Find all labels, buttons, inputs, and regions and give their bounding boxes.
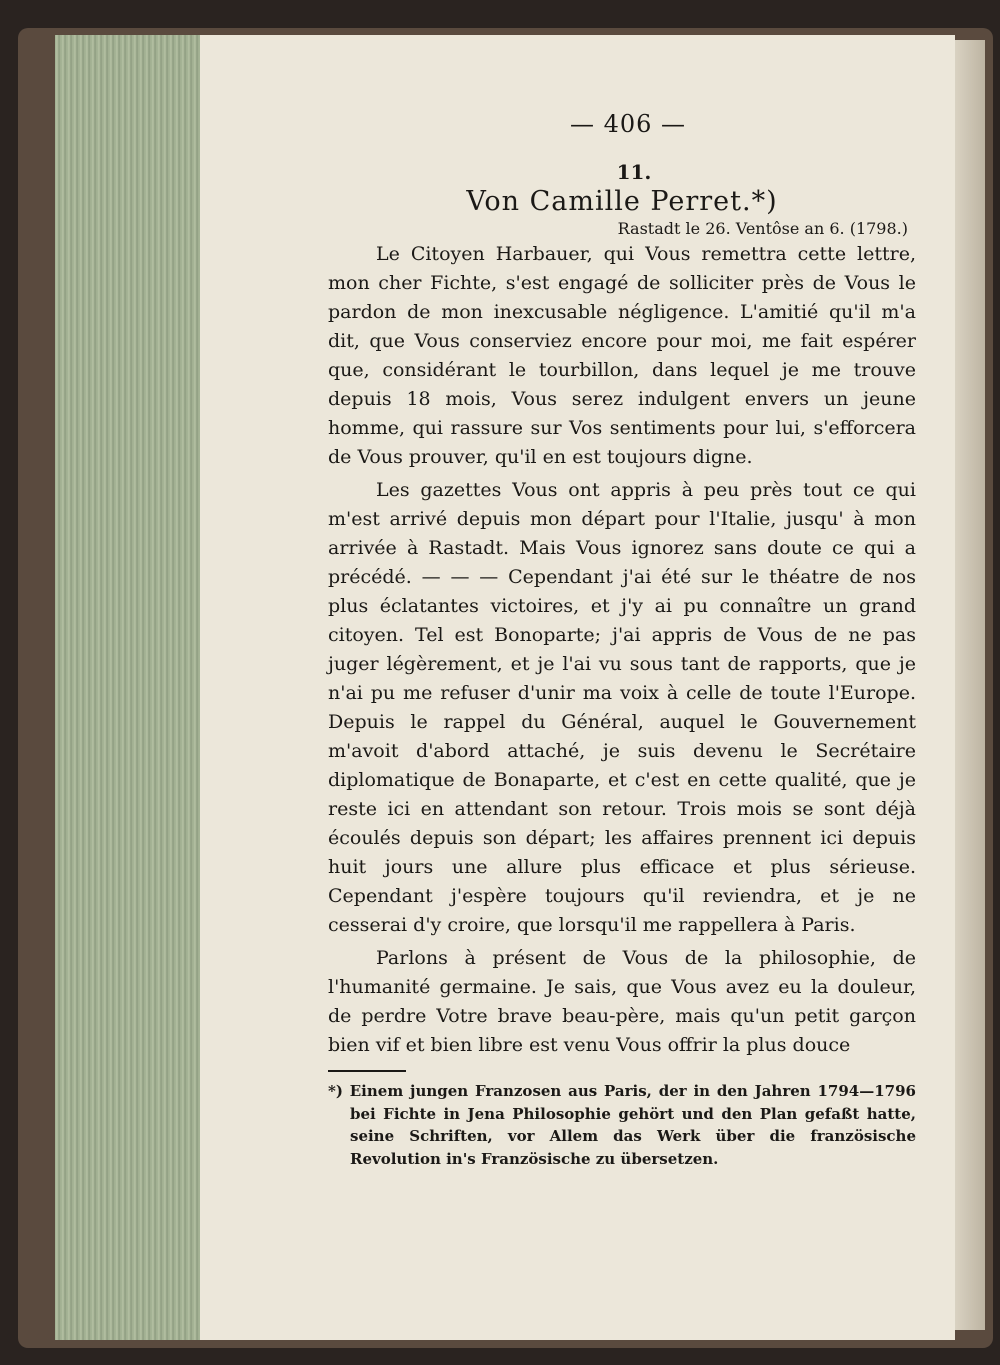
- page-edges: [55, 35, 205, 1340]
- footnote-rule: [328, 1070, 406, 1072]
- letter-number: 11.: [616, 160, 652, 184]
- dateline: Rastadt le 26. Ventôse an 6. (1798.): [617, 219, 908, 238]
- paragraph-2: Les gazettes Vous ont appris à peu près tout ce qui m'est arrivé depuis mon départ pour l'Italie, jusqu' à mon arrivée à Rastadt. Mais Vous ignorez sans doute ce qui a précédé. — — — Cependant j'ai été sur le théatre de nos plus éclatantes victoires, et j'y ai pu connaître un grand citoyen. Tel est Bonoparte; j'ai appris de Vous de ne pas juger légèrement, et je l'ai vu sous tant de rapports, que je n'ai pu me refuser d'unir ma voix à celle de toute l'Europe. Depuis le rappel du Général, auquel le Gouvernement m'avoit d'abord attaché, je suis devenu le Secrétaire diplomatique de Bonaparte, et c'est en cette qualité, que je reste ici en attendant son retour. Trois mois se sont déjà écoulés depuis son départ; les affaires prennent ici depuis huit jours une allure plus efficace et plus sérieuse. Cependant j'espère toujours qu'il reviendra, et je ne cesserai d'y croire, que lorsqu'il me rappellera à Paris.: [328, 479, 916, 936]
- page-text: [328, 110, 916, 1170]
- letter-title: Von Camille Perret.*): [466, 186, 778, 217]
- facing-page-edge: [955, 40, 985, 1330]
- page-number: — 406 —: [569, 110, 687, 138]
- footnote: *) Einem jungen Franzosen aus Paris, der in den Jahren 1794—1796 bei Fichte in Jena Philosophie gehört und den Plan gefaßt hatte, seine Schriften, vor Allem das Werk über die französische Revolution in's Französische zu übersetzen.: [328, 1082, 916, 1168]
- paragraph-3: Parlons à présent de Vous de la philosophie, de l'humanité germaine. Je sais, que Vous avez eu la douleur, de perdre Votre brave beau-père, mais qu'un petit garçon bien vif et bien libre est venu Vous offrir la plus douce: [328, 947, 916, 1056]
- paragraph-1: Le Citoyen Harbauer, qui Vous remettra cette lettre, mon cher Fichte, s'est engagé de solliciter près de Vous le pardon de mon inexcusable négligence. L'amitié qu'il m'a dit, que Vous conserviez encore pour moi, me fait espérer que, considérant le tourbillon, dans lequel je me trouve depuis 18 mois, Vous serez indulgent envers un jeune homme, qui rassure sur Vos sentiments pour lui, s'efforcera de Vous prouver, qu'il en est toujours digne.: [328, 243, 916, 468]
